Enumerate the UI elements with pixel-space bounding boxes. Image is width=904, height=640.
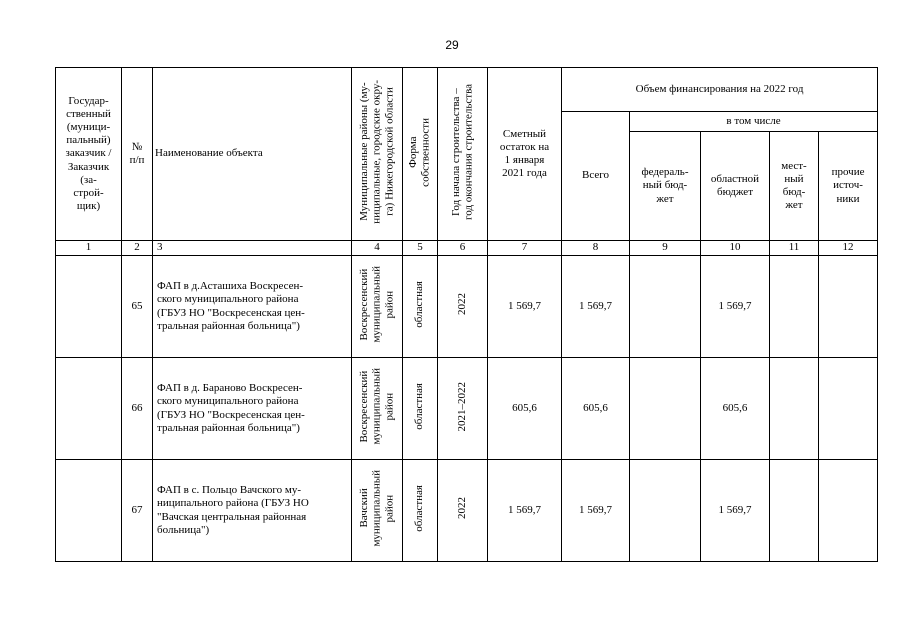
row-years-text: 2022 [455, 293, 468, 316]
row-ownership [403, 358, 438, 460]
row-district-text: Вачский муниципальный район [358, 470, 396, 547]
column-number: 7 [488, 241, 562, 256]
row-ownership-text: областная [413, 383, 426, 430]
row-remainder: 605,6 [488, 358, 562, 460]
row-customer [56, 460, 122, 562]
row-federal [630, 256, 701, 358]
header-financing: Объем финансирования на 2022 год [562, 68, 878, 112]
row-index: 65 [122, 256, 153, 358]
row-federal [630, 460, 701, 562]
row-ownership-text: областная [413, 281, 426, 328]
column-number: 1 [56, 241, 122, 256]
row-remainder: 1 569,7 [488, 460, 562, 562]
row-total: 1 569,7 [562, 460, 630, 562]
header-years-text: Год начала строительства – год окончания строительства [449, 83, 475, 220]
row-district-text: Воскресенский муниципальный район [358, 266, 396, 343]
row-other [819, 460, 878, 562]
table-row [56, 358, 878, 460]
row-total: 1 569,7 [562, 256, 630, 358]
column-number: 8 [562, 241, 630, 256]
column-number: 12 [819, 241, 878, 256]
row-ownership [403, 256, 438, 358]
header-federal: федераль- ный бюд- жет [630, 132, 701, 241]
page-number: 29 [445, 38, 459, 52]
row-federal [630, 358, 701, 460]
row-regional: 1 569,7 [701, 460, 770, 562]
row-district [352, 460, 403, 562]
header-including: в том числе [630, 112, 878, 132]
header-years [438, 68, 488, 241]
header-object-name: Наименование объекта [153, 68, 352, 241]
row-years-text: 2021–2022 [455, 381, 468, 432]
row-remainder: 1 569,7 [488, 256, 562, 358]
header-other: прочие источ- ники [819, 132, 878, 241]
column-number: 4 [352, 241, 403, 256]
row-object-name: ФАП в д.Асташиха Воскресен- ского муниципального района (ГБУЗ НО "Воскресенская цен- тральная районная больница") [153, 256, 352, 358]
row-object-name: ФАП в д. Бараново Воскресен- ского муниципального района (ГБУЗ НО "Воскресенская цен- тральная районная больница") [153, 358, 352, 460]
table-row [56, 460, 878, 562]
header-local: мест- ный бюд- жет [770, 132, 819, 241]
header-districts-text: Муниципальные районы (му- ниципальные, городские окру- га) Нижегородской области [358, 80, 396, 224]
column-number: 9 [630, 241, 701, 256]
row-index: 66 [122, 358, 153, 460]
header-ownership-text: Форма собственности [407, 117, 432, 187]
column-number: 10 [701, 241, 770, 256]
row-other [819, 256, 878, 358]
table-row [56, 256, 878, 358]
row-index: 67 [122, 460, 153, 562]
row-district-text: Воскресенский муниципальный район [358, 368, 396, 445]
header-index: № п/п [122, 68, 153, 241]
row-years [438, 256, 488, 358]
row-district [352, 256, 403, 358]
column-number: 6 [438, 241, 488, 256]
row-regional: 1 569,7 [701, 256, 770, 358]
row-other [819, 358, 878, 460]
column-number: 3 [153, 241, 352, 256]
financing-table [55, 67, 878, 562]
row-years-text: 2022 [455, 497, 468, 520]
column-number: 2 [122, 241, 153, 256]
row-local [770, 460, 819, 562]
header-districts [352, 68, 403, 241]
row-local [770, 256, 819, 358]
header-remainder: Сметный остаток на 1 января 2021 года [488, 68, 562, 241]
column-number: 11 [770, 241, 819, 256]
row-object-name: ФАП в с. Польцо Вачского му- ниципального района (ГБУЗ НО "Вачская центральная районная больница") [153, 460, 352, 562]
row-ownership [403, 460, 438, 562]
header-regional: областной бюджет [701, 132, 770, 241]
row-total: 605,6 [562, 358, 630, 460]
header-total: Всего [562, 112, 630, 241]
row-customer [56, 358, 122, 460]
header-customer: Государ- ственный (муници- пальный) заказчик / Заказчик (за- строй- щик) [56, 68, 122, 241]
row-ownership-text: областная [413, 485, 426, 532]
row-years [438, 460, 488, 562]
header-ownership [403, 68, 438, 241]
column-number-row [56, 241, 878, 256]
column-number: 5 [403, 241, 438, 256]
row-customer [56, 256, 122, 358]
row-regional: 605,6 [701, 358, 770, 460]
row-local [770, 358, 819, 460]
row-years [438, 358, 488, 460]
row-district [352, 358, 403, 460]
